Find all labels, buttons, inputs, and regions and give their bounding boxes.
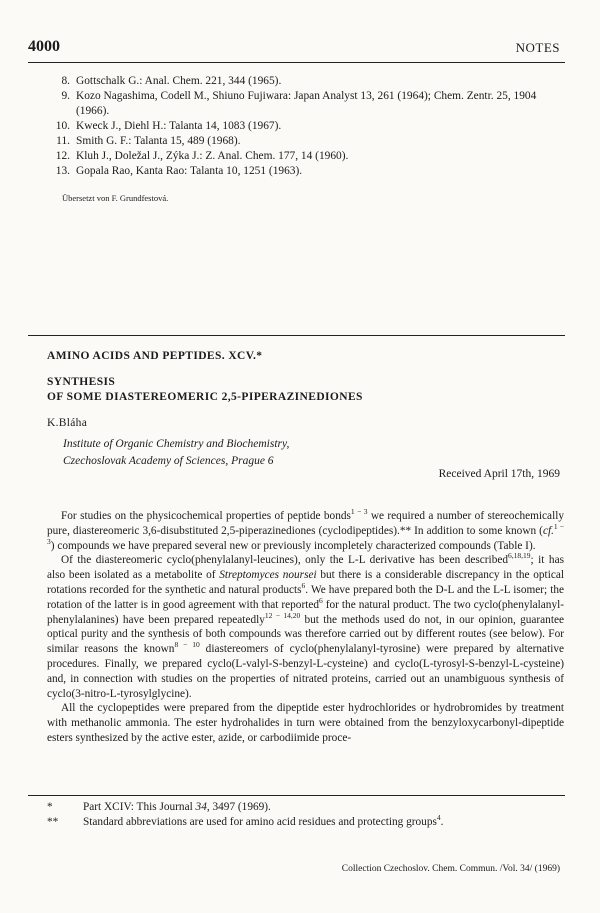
body-paragraph: For studies on the physicochemical properties of peptide bonds$^{1 - 3}$ we required a number of stereochemically pure, diastereomeric 3,6-disubstituted 2,5-piperazinediones (cyclodipeptides).** In addition to some known (cf.$^{1 - 3}$) compounds we have prepared several new or previously incompletely characterized compounds (Table I).: [47, 507, 564, 552]
translator-note: Übersetzt von F. Grundfestová.: [62, 193, 169, 203]
section-title: NOTES: [515, 40, 560, 55]
reference-item: 13. Gopala Rao, Kanta Rao: Talanta 10, 1251 (1963).: [55, 165, 303, 177]
header-rule: [28, 62, 565, 63]
footnote-rule: [28, 795, 565, 796]
author-affiliation: Institute of Organic Chemistry and Biochemistry, Czechoslovak Academy of Sciences, Prague 6: [63, 438, 290, 467]
received-date: Received April 17th, 1969: [438, 468, 560, 480]
reference-list: [50, 74, 570, 179]
article-title: AMINO ACIDS AND PEPTIDES. XCV.*: [47, 350, 263, 362]
section-divider: [28, 335, 565, 336]
author-name: K.Bláha: [47, 417, 88, 429]
reference-item: 10. Kweck J., Diehl H.: Talanta 14, 1083 (1967).: [55, 120, 282, 132]
footnote-item: ** Standard abbreviations are used for amino acid residues and protecting groups$^4$.: [47, 813, 444, 828]
page-number: 4000: [28, 38, 60, 55]
reference-item: 11. Smith G. F.: Talanta 15, 489 (1968).: [56, 135, 241, 147]
article-subtitle: SYNTHESIS OF SOME DIASTEREOMERIC 2,5-PIPERAZINEDIONES: [47, 376, 363, 403]
reference-item: 12. Kluh J., Doležal J., Zýka J.: Z. Anal. Chem. 177, 14 (1960).: [55, 150, 349, 162]
reference-item: 9. Kozo Nagashima, Codell M., Shiuno Fujiwara: Japan Analyst 13, 261 (1964); Chem. Zentr. 25, 1904 (1966).: [61, 90, 537, 117]
body-paragraph: All the cyclopeptides were prepared from the dipeptide ester hydrochlorides or hydrobromides by treatment with methanolic ammonia. The ester hydrohalides in turn were obtained from the benzyloxycarbonyl-dipeptide esters synthesized by the active ester, azide, or carbodiimide proce-: [47, 702, 564, 744]
body-paragraph: Of the diastereomeric cyclo(phenylalanyl-leucines), only the L-L derivative has been described$^{6,18,19}$; it has also been isolated as a metabolite of Streptomyces noursei but there is a considerable discrepancy in the optical rotations recorded for the synthetic and natural products$^6$. We have prepared both the D-L and the L-L isomer; the rotation of the latter is in good agreement with that reported$^6$ for the natural product. The two cyclo(phenylalanyl-phenylalanines) have been prepared repeatedly$^{12 - 14,20}$ but the methods used do not, in our opinion, guarantee optical purity and the synthesis of both compounds was therefore carried out by different routes (see below). For similar reasons the known$^{8 - 10}$ diastereomers of cyclo(phenylalanyl-tyrosine) were prepared by alternative procedures. Finally, we prepared cyclo(L-valyl-S-benzyl-L-cysteine) and cyclo(L-tyrosyl-S-benzyl-L-cysteine) and, in connection with studies on the properties of nitrated proteins, carried out an unambiguous synthesis of cyclo(3-nitro-L-tyrosylglycine).: [47, 551, 565, 700]
journal-footer: Collection Czechoslov. Chem. Commun. /Vol. 34/ (1969): [341, 864, 560, 874]
reference-item: 8. Gottschalk G.: Anal. Chem. 221, 344 (1965).: [61, 75, 282, 87]
footnote-item: * Part XCIV: This Journal 34, 3497 (1969).: [47, 801, 271, 813]
article-body: [47, 509, 564, 746]
footnotes: [47, 800, 567, 830]
